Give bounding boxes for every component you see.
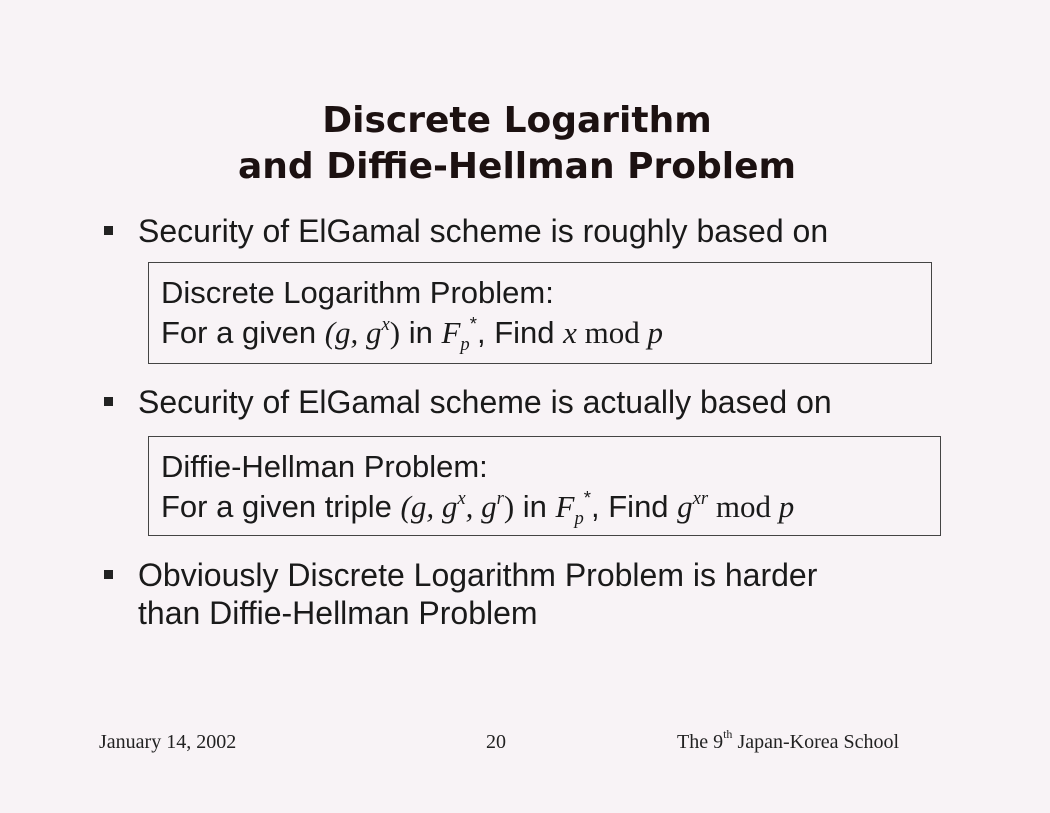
dlp-heading: Discrete Logarithm Problem: (161, 275, 554, 310)
dhp-definition-box (148, 436, 941, 536)
dhp-heading: Diffie-Hellman Problem: (161, 449, 488, 484)
footer-date: January 14, 2002 (99, 731, 237, 753)
bullet-text-2: Security of ElGamal scheme is actually based on (138, 384, 832, 420)
slide-title (0, 98, 1034, 190)
square-bullet-icon (104, 570, 113, 579)
footer-page-number: 20 (486, 731, 506, 753)
square-bullet-icon (104, 397, 113, 406)
title-line-1: Discrete Logarithm (322, 100, 712, 141)
bullet-text-1: Security of ElGamal scheme is roughly based on (138, 213, 829, 249)
square-bullet-icon (104, 226, 113, 235)
bullet-text-3: Obviously Discrete Logarithm Problem is harder (138, 557, 818, 593)
footer-event-name: The 9th Japan-Korea School (677, 727, 900, 753)
dlp-statement: For a given (g, $g^x$) in $F_p^*$, Find x mod p (161, 312, 664, 356)
title-line-2: and Diffie-Hellman Problem (237, 146, 797, 187)
dlp-definition-box (148, 262, 932, 364)
dhp-statement: For a given triple (g, $g^x$, $g^r$) in $F_p^*$, Find $g^{xr}$ mod p (161, 486, 795, 530)
bullet-text-3-continued: than Diffie-Hellman Problem (138, 595, 538, 631)
